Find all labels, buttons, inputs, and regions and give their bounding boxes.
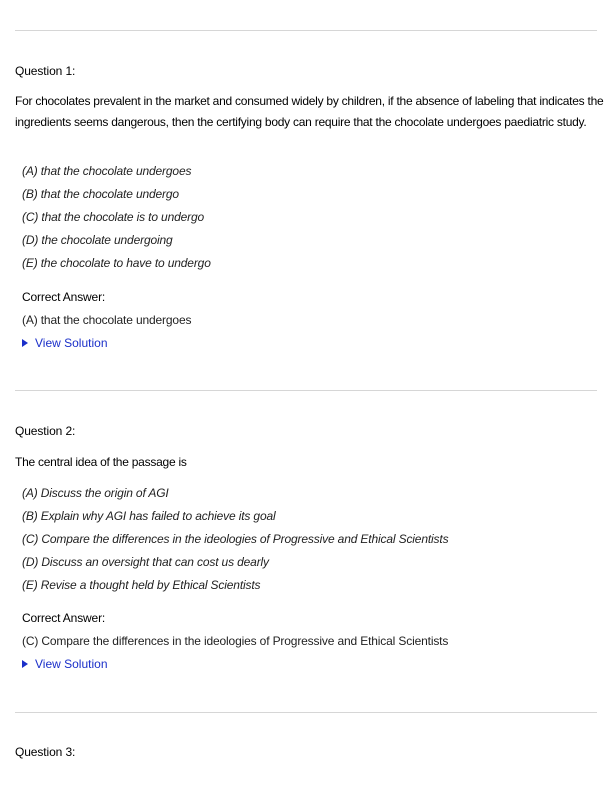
triangle-right-icon: [22, 339, 28, 347]
correct-answer-value: (C) Compare the differences in the ideologies of Progressive and Ethical Scientists: [22, 634, 449, 648]
option-c: (C) Compare the differences in the ideologies of Progressive and Ethical Scientists: [22, 532, 449, 546]
option-d: (D) Discuss an oversight that can cost us dearly: [22, 555, 269, 569]
question-title: Question 3:: [15, 745, 76, 759]
question-title: Question 1:: [15, 64, 76, 78]
section-divider: [15, 30, 597, 31]
correct-answer-value: (A) that the chocolate undergoes: [22, 313, 192, 327]
view-solution-link[interactable]: [22, 336, 108, 350]
view-solution-label: View Solution: [35, 657, 108, 671]
correct-answer-label: Correct Answer:: [22, 611, 106, 625]
correct-answer-label: Correct Answer:: [22, 290, 106, 304]
option-a: (A) that the chocolate undergoes: [22, 164, 192, 178]
option-d: (D) the chocolate undergoing: [22, 233, 173, 247]
option-a: (A) Discuss the origin of AGI: [22, 486, 169, 500]
question-text: The central idea of the passage is: [15, 455, 187, 469]
option-e: (E) Revise a thought held by Ethical Scientists: [22, 578, 261, 592]
option-c: (C) that the chocolate is to undergo: [22, 210, 205, 224]
view-solution-link[interactable]: [22, 657, 108, 671]
question-text: For chocolates prevalent in the market and consumed widely by children, if the absence of labeling that indicates the ingredients seems dangerous, then the certifying body can require that the chocolate undergoes paediatric study.: [15, 94, 604, 129]
question-title: Question 2:: [15, 424, 76, 438]
view-solution-label: View Solution: [35, 336, 108, 350]
option-b: (B) Explain why AGI has failed to achieve its goal: [22, 509, 276, 523]
triangle-right-icon: [22, 660, 28, 668]
option-e: (E) the chocolate to have to undergo: [22, 256, 211, 270]
option-b: (B) that the chocolate undergo: [22, 187, 179, 201]
section-divider: [15, 712, 597, 713]
section-divider: [15, 390, 597, 391]
